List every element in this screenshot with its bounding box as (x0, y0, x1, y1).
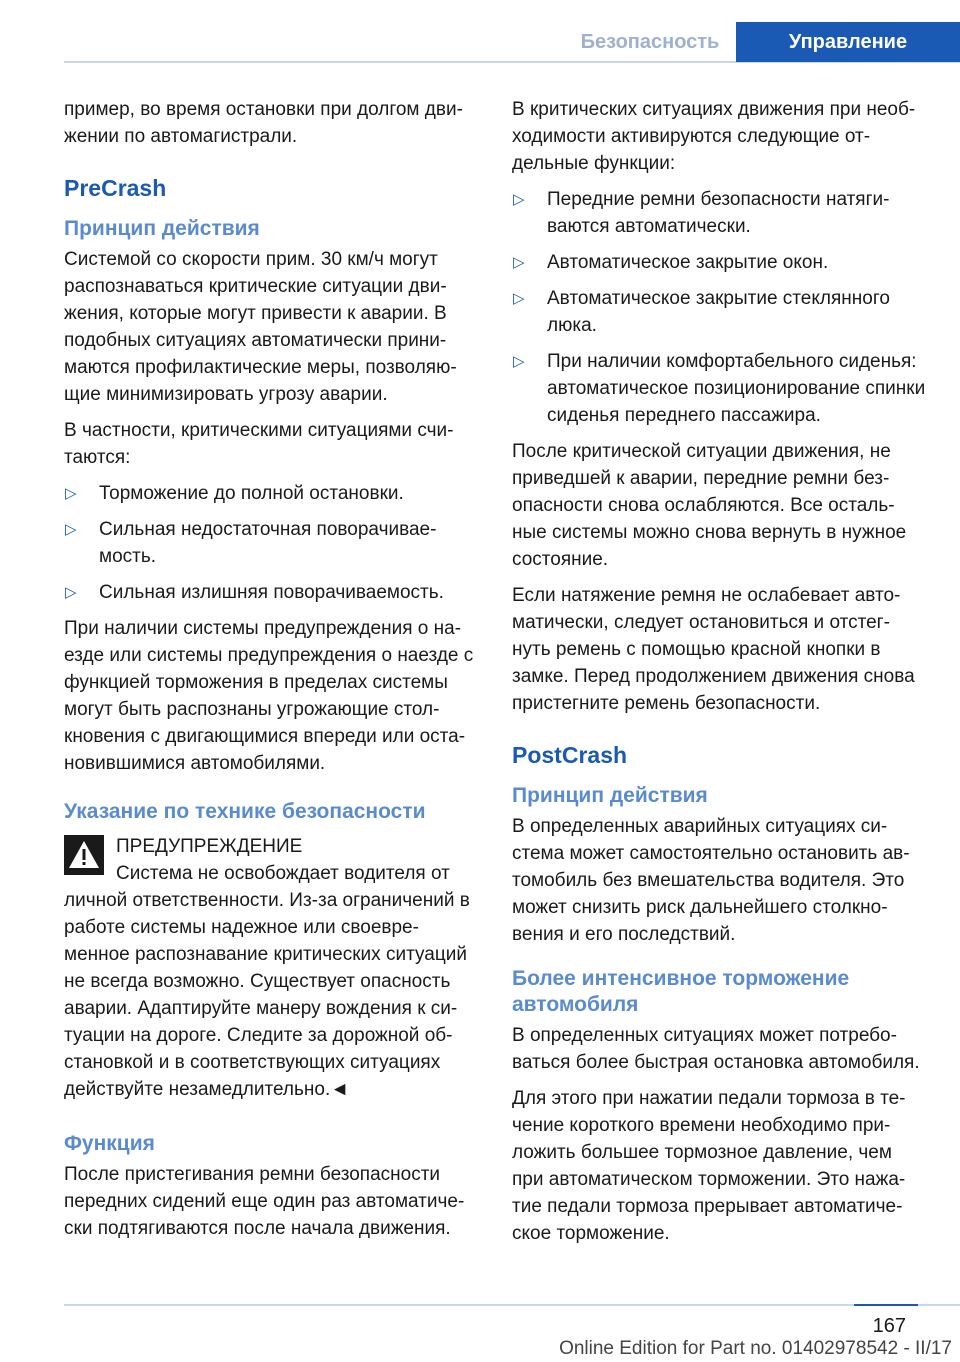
paragraph: После пристегивания ремни безопасности передних сидений еще один раз автоматиче-ски подтягиваются после начала движения. (64, 1164, 465, 1239)
subheading-safety-note: Указание по технике безопасности (64, 800, 426, 823)
triangle-bullet-icon: ▷ (513, 254, 525, 271)
paragraph: В определенных ситуациях может потребо-ваться более быстрая остановка автомобиля. (512, 1025, 920, 1073)
triangle-bullet-icon: ▷ (513, 290, 525, 307)
warning-block (64, 833, 478, 1103)
header-tab-controls[interactable]: Управление (736, 22, 960, 62)
header-tab-safety[interactable]: Безопасность (580, 31, 720, 53)
list-item: ▷ Сильная излишняя поворачиваемость. (64, 579, 478, 606)
list-item: ▷ Автоматическое закрытие стеклянного люка. (512, 285, 926, 339)
paragraph: Системой со скорости прим. 30 км/ч могут распознаваться критические ситуации дви-жения, которые могут привести к аварии. В подобных ситуациях автоматически прини-маются профилактические меры, позволяю-щие минимизировать угрозу аварии. (64, 249, 457, 405)
paragraph: В частности, критическими ситуациями счи-таются: (64, 420, 454, 468)
list-item: ▷ Сильная недостаточная поворачивае-мость. (64, 516, 478, 570)
footer-rule (64, 1304, 960, 1306)
subheading-function: Функция (64, 1132, 155, 1155)
triangle-bullet-icon: ▷ (513, 191, 525, 208)
section-heading-precrash: PreCrash (64, 175, 167, 201)
triangle-bullet-icon: ▷ (65, 584, 77, 601)
subheading-intensive-braking: Более интенсивное торможение автомобиля (512, 967, 850, 1016)
paragraph: После критической ситуации движения, не приведшей к аварии, передние ремни без-опасности снова ослабляются. Все осталь-ные системы можно снова вернуть в нужное состояние. (512, 441, 907, 570)
triangle-bullet-icon: ▷ (65, 521, 77, 538)
paragraph: Для этого при нажатии педали тормоза в те-чение короткого времени необходимо при-ложить большее тормозное давление, чем при автоматическом торможении. Это нажа-тие педали тормоза прерывает автоматиче-ское торможение. (512, 1088, 906, 1244)
edition-note: Online Edition for Part no. 01402978542 - II/17 (559, 1338, 952, 1359)
bullet-list (64, 480, 478, 606)
paragraph: В определенных аварийных ситуациях си-стема может самостоятельно остановить ав-томобиль без вмешательства водителя. Это может снизить риск дальнейшего столкно-вения и его последствий. (512, 816, 910, 945)
warning-title: ПРЕДУПРЕЖДЕНИЕ (116, 836, 303, 857)
footer-accent (854, 1304, 918, 1306)
list-item: ▷ Торможение до полной остановки. (64, 480, 478, 507)
page-number: 167 (872, 1315, 906, 1337)
paragraph: пример, во время остановки при долгом дви-жении по автомагистрали. (64, 99, 463, 147)
left-column (64, 96, 478, 1251)
triangle-bullet-icon: ▷ (65, 485, 77, 502)
list-item: ▷ Передние ремни безопасности натяги-ваются автоматически. (512, 186, 926, 240)
paragraph: Если натяжение ремня не ослабевает авто-матически, следует остановиться и отстег-нуть ремень с помощью красной кнопки в замке. Перед продолжением движения снова пристегните ремень безопасности. (512, 585, 915, 714)
list-item: ▷ При наличии комфортабельного сиденья: автоматическое позиционирование спинки сиденья переднего пассажира. (512, 348, 926, 429)
right-column (512, 96, 926, 1256)
warning-first-line: Система не освобождает водителя от (116, 863, 450, 884)
warning-triangle-icon (64, 835, 104, 875)
triangle-bullet-icon: ▷ (513, 353, 525, 370)
paragraph: При наличии системы предупреждения о на-езде или системы предупреждения о наезде с функцией торможения в пределах системы могут быть распознаны угрожающие стол-кновения с двигающимися впереди или оста-новившимися автомобилями. (64, 618, 474, 774)
bullet-list (512, 186, 926, 429)
warning-text: личной ответственности. Из-за ограничений в работе системы надежное или своевре-менное распознавание критических ситуаций не всегда возможно. Существует опасность аварии. Адаптируйте манеру вождения к си-туации на дороге. Следите за дорожной об-становкой и в соответствующих ситуациях действуйте незамедлительно.◄ (64, 890, 470, 1100)
subheading-principle: Принцип действия (512, 784, 708, 807)
section-heading-postcrash: PostCrash (512, 742, 628, 768)
subheading-principle: Принцип действия (64, 217, 260, 240)
list-item: ▷ Автоматическое закрытие окон. (512, 249, 926, 276)
paragraph: В критических ситуациях движения при необ-ходимости активируются следующие от-дельные функции: (512, 99, 916, 174)
